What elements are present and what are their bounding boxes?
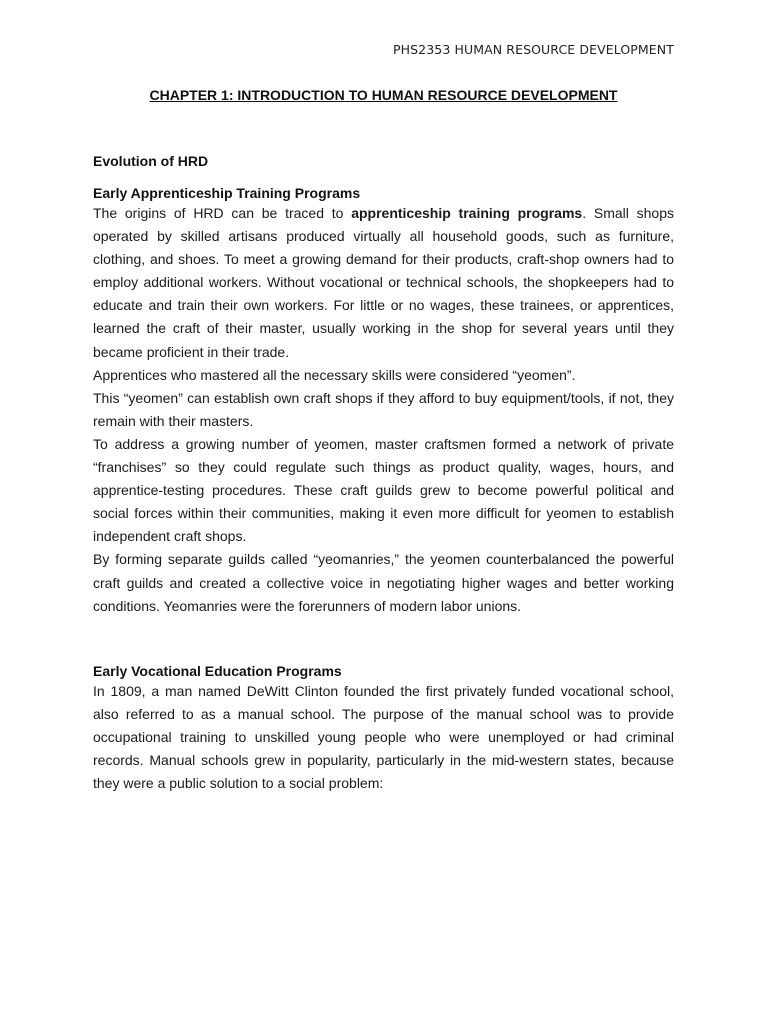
paragraph-lead-text: The origins of HRD can be traced to [93,205,352,221]
document-body [93,86,674,795]
paragraph-yeomanries: By forming separate guilds called “yeomanries,” the yeomen counterbalanced the powerful craft guilds and created a collective voice in negotiating higher wages and better working conditions. Yeomanries were the forerunners of modern labor unions. [93,551,674,614]
section-heading-evolution: Evolution of HRD [93,153,209,169]
paragraph-yeomen-definition: Apprentices who mastered all the necessary skills were considered “yeomen”. [93,366,576,383]
paragraph-manual-school: In 1809, a man named DeWitt Clinton founded the first privately funded vocational school, also referred to as a manual school. The purpose of the manual school was to provide occupational training to unskilled young people who were unemployed or had criminal records. Manual schools grew in popularity, particularly in the mid-western states, because they were a public solution to a social problem: [93,682,674,792]
paragraph-yeomen-shops: This “yeomen” can establish own craft shops if they afford to buy equipment/tools, if not, they remain with their masters. [93,389,674,429]
paragraph-craft-guilds: To address a growing number of yeomen, master craftsmen formed a network of private “franchises” so they could regulate such things as product quality, wages, hours, and apprentice-testing procedures. These craft guilds grew to become powerful political and social forces within their communities, making it even more difficult for yeomen to establish independent craft shops. [93,435,674,545]
paragraph-hrd-origins [93,202,674,364]
chapter-title: CHAPTER 1: INTRODUCTION TO HUMAN RESOURCE DEVELOPMENT [149,87,618,103]
section-heading-apprenticeship: Early Apprenticeship Training Programs [93,185,361,201]
paragraph-rest-text: . Small shops operated by skilled artisans produced virtually all household goods, such as furniture, clothing, and shoes. To meet a growing demand for their products, craft-shop owners had to employ additional workers. Without vocational or technical schools, the shopkeepers had to educate and train their own workers. For little or no wages, these trainees, or apprentices, learned the craft of their master, usually working in the shop for several years until they became proficient in their trade. [93,205,674,360]
bold-term-apprenticeship: apprenticeship training programs [351,205,583,221]
section-heading-vocational: Early Vocational Education Programs [93,662,342,679]
running-header: PHS2353 HUMAN RESOURCE DEVELOPMENT [393,42,674,57]
